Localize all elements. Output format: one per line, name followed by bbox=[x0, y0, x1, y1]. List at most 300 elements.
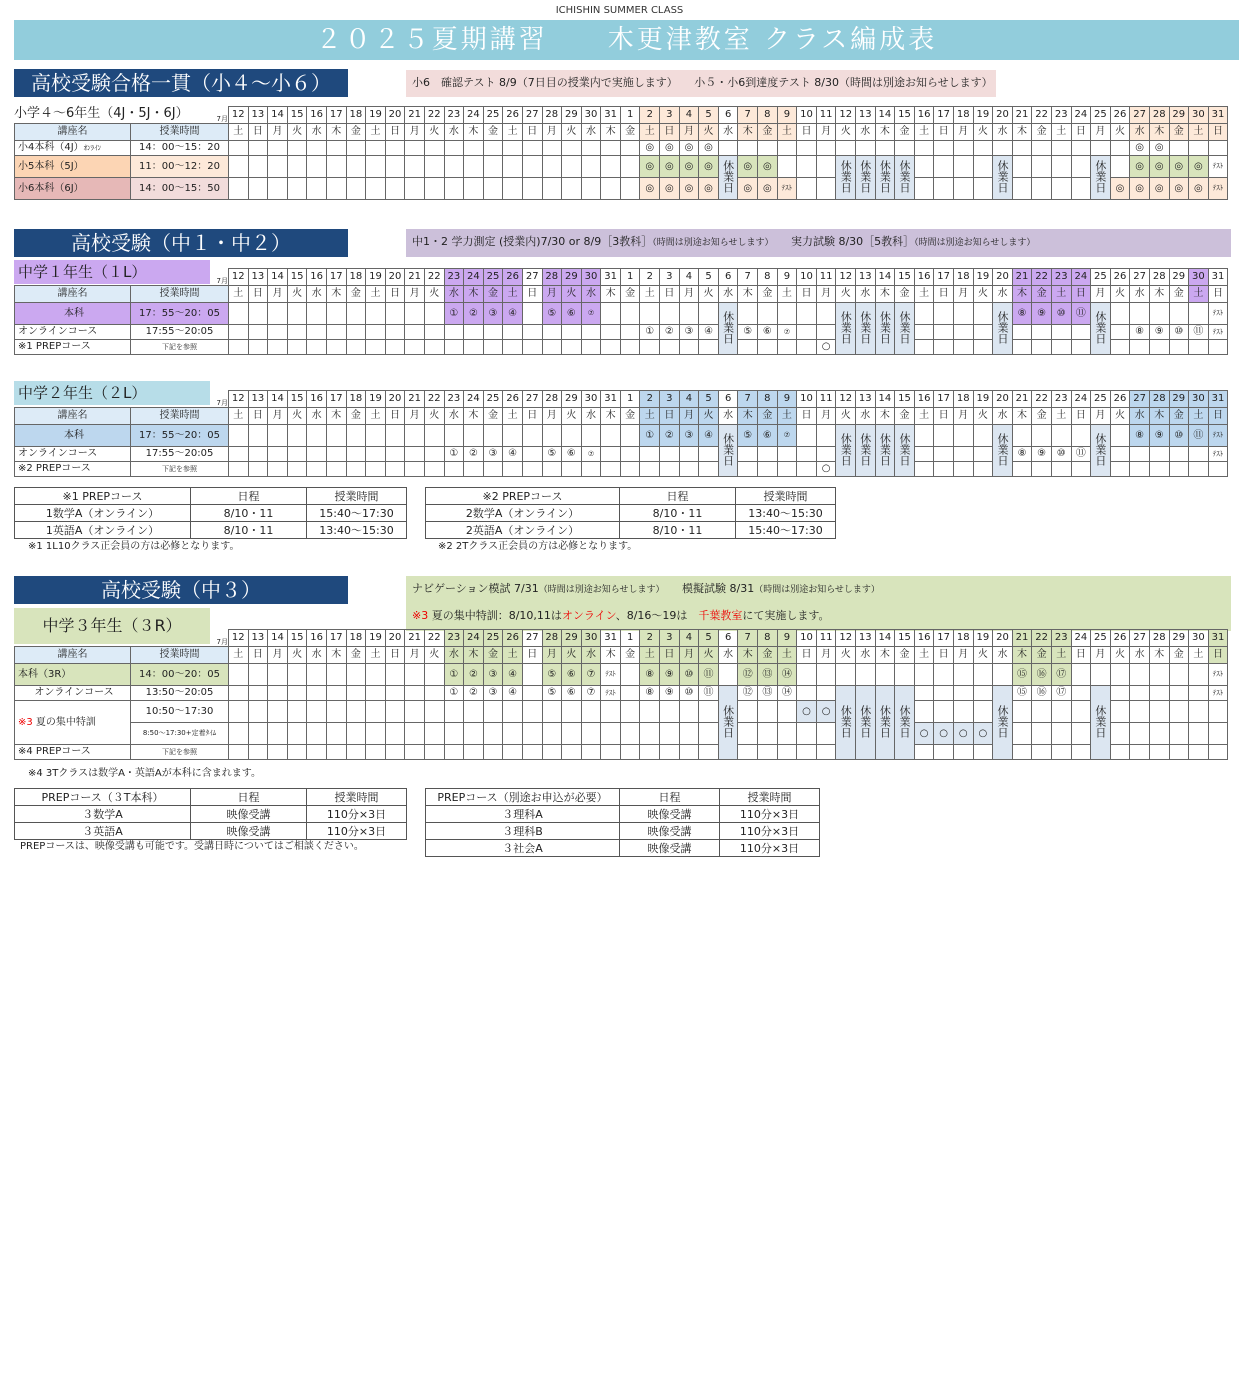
grid-cell bbox=[542, 723, 562, 745]
grid-cell bbox=[620, 686, 640, 701]
grid-cell bbox=[229, 340, 249, 355]
grid-cell bbox=[464, 178, 484, 200]
grid-cell bbox=[581, 156, 601, 178]
holiday-label: 休業日 bbox=[839, 704, 853, 738]
date-cell: 2 bbox=[640, 269, 660, 286]
grid-cell bbox=[797, 340, 817, 355]
schedule-mark: ◎ bbox=[640, 178, 660, 200]
date-cell: 17 bbox=[934, 269, 954, 286]
schedule-mark: ﾃｽﾄ bbox=[1208, 325, 1228, 340]
grid-cell bbox=[522, 156, 542, 178]
date-cell: 4 bbox=[679, 391, 699, 408]
date-cell: 30 bbox=[1189, 391, 1209, 408]
grid-cell bbox=[934, 745, 954, 760]
month-label: 7月 bbox=[216, 277, 228, 285]
grid-cell bbox=[522, 723, 542, 745]
grid-cell bbox=[1208, 141, 1228, 156]
weekday-cell: 水 bbox=[1130, 286, 1150, 303]
weekday-cell: 木 bbox=[464, 124, 484, 141]
holiday-cell bbox=[993, 303, 1013, 355]
grid-cell bbox=[797, 303, 817, 325]
grid-cell bbox=[229, 447, 249, 462]
grid-cell bbox=[248, 303, 268, 325]
date-cell: 25 bbox=[1091, 630, 1111, 647]
grid-cell bbox=[464, 425, 484, 447]
grid-cell bbox=[366, 325, 386, 340]
page-subtitle: 木更津教室 クラス編成表 bbox=[607, 25, 938, 55]
grid-cell bbox=[797, 156, 817, 178]
grid-cell bbox=[326, 156, 346, 178]
prep-table-2 bbox=[425, 487, 836, 539]
grid-cell bbox=[797, 141, 817, 156]
grid-cell bbox=[464, 156, 484, 178]
schedule-mark: ⑯ bbox=[1032, 664, 1052, 686]
date-cell: 13 bbox=[248, 630, 268, 647]
weekday-cell: 日 bbox=[660, 647, 680, 664]
grid-cell bbox=[424, 686, 444, 701]
grid-cell bbox=[973, 686, 993, 701]
jh3-note2-b: 夏の集中特訓：8/10,11は bbox=[428, 609, 562, 622]
grid-cell bbox=[973, 425, 993, 447]
date-cell: 25 bbox=[1091, 269, 1111, 286]
grid-cell bbox=[268, 723, 288, 745]
grid-cell bbox=[1071, 178, 1091, 200]
jh3-subheading: 中学３年生（３R） bbox=[14, 608, 210, 644]
grid-cell bbox=[444, 701, 464, 723]
course-time: 下記を参照 bbox=[131, 745, 229, 760]
grid-cell bbox=[326, 340, 346, 355]
grid-cell bbox=[385, 303, 405, 325]
date-cell: 6 bbox=[718, 269, 738, 286]
grid-cell bbox=[248, 701, 268, 723]
date-cell: 3 bbox=[660, 107, 680, 124]
weekday-cell: 月 bbox=[542, 408, 562, 425]
grid-cell bbox=[464, 745, 484, 760]
weekday-cell: 木 bbox=[1149, 286, 1169, 303]
grid-cell bbox=[679, 745, 699, 760]
weekday-cell: 水 bbox=[307, 124, 327, 141]
grid-cell bbox=[1110, 303, 1130, 325]
grid-cell bbox=[620, 745, 640, 760]
grid-cell bbox=[601, 701, 621, 723]
grid-cell bbox=[366, 156, 386, 178]
holiday-cell bbox=[856, 303, 876, 355]
grid-cell bbox=[1208, 340, 1228, 355]
grid-cell bbox=[816, 141, 836, 156]
grid-cell bbox=[307, 447, 327, 462]
grid-cell bbox=[248, 178, 268, 200]
weekday-cell: 木 bbox=[738, 286, 758, 303]
course-time: 13:50～20:05 bbox=[131, 686, 229, 701]
grid-cell bbox=[287, 303, 307, 325]
schedule-mark: ⑧ bbox=[640, 686, 660, 701]
grid-cell bbox=[366, 425, 386, 447]
weekday-cell: 水 bbox=[856, 286, 876, 303]
weekday-cell: 金 bbox=[895, 286, 915, 303]
date-cell: 28 bbox=[542, 107, 562, 124]
grid-cell bbox=[1110, 447, 1130, 462]
grid-cell bbox=[483, 156, 503, 178]
top-caption: ICHISHIN SUMMER CLASS bbox=[555, 5, 684, 16]
grid-cell bbox=[444, 178, 464, 200]
grid-cell bbox=[699, 447, 719, 462]
grid-cell bbox=[346, 178, 366, 200]
grid-cell bbox=[503, 340, 523, 355]
weekday-cell: 月 bbox=[816, 647, 836, 664]
date-cell: 15 bbox=[287, 630, 307, 647]
weekday-cell: 日 bbox=[660, 408, 680, 425]
weekday-cell: 木 bbox=[326, 124, 346, 141]
grid-cell bbox=[522, 425, 542, 447]
grid-cell bbox=[366, 723, 386, 745]
weekday-cell: 水 bbox=[307, 408, 327, 425]
schedule-mark: ⑪ bbox=[699, 664, 719, 686]
weekday-cell: 月 bbox=[542, 647, 562, 664]
schedule-mark: ⑫ bbox=[738, 664, 758, 686]
grid-cell bbox=[816, 686, 836, 701]
grid-cell bbox=[229, 178, 249, 200]
weekday-cell: 月 bbox=[268, 408, 288, 425]
date-cell: 30 bbox=[581, 269, 601, 286]
schedule-mark: ◎ bbox=[660, 141, 680, 156]
prep-row-2: 15:40～17:30 bbox=[307, 505, 407, 522]
grid-cell bbox=[914, 447, 934, 462]
grid-cell bbox=[444, 325, 464, 340]
prep-row-0: ３理科B bbox=[426, 823, 620, 840]
date-cell: 28 bbox=[542, 630, 562, 647]
grid-cell bbox=[503, 462, 523, 477]
schedule-mark: ◎ bbox=[699, 156, 719, 178]
holiday-cell bbox=[718, 156, 738, 200]
grid-cell bbox=[366, 141, 386, 156]
grid-cell bbox=[620, 178, 640, 200]
grid-cell bbox=[248, 447, 268, 462]
grid-cell bbox=[620, 701, 640, 723]
date-cell: 11 bbox=[816, 391, 836, 408]
weekday-cell: 水 bbox=[307, 647, 327, 664]
grid-cell bbox=[1012, 425, 1032, 447]
date-cell: 20 bbox=[993, 269, 1013, 286]
date-cell: 7 bbox=[738, 107, 758, 124]
grid-cell bbox=[1012, 156, 1032, 178]
grid-cell bbox=[1169, 664, 1189, 686]
grid-cell bbox=[385, 425, 405, 447]
holiday-cell bbox=[1091, 303, 1111, 355]
date-cell: 31 bbox=[601, 630, 621, 647]
grid-cell bbox=[326, 664, 346, 686]
weekday-cell: 火 bbox=[699, 286, 719, 303]
grid-cell bbox=[1110, 340, 1130, 355]
grid-cell bbox=[1071, 141, 1091, 156]
holiday-label: 休業日 bbox=[995, 310, 1009, 344]
grid-cell bbox=[816, 425, 836, 447]
weekday-cell: 木 bbox=[1012, 408, 1032, 425]
date-cell: 22 bbox=[424, 107, 444, 124]
grid-cell bbox=[601, 178, 621, 200]
grid-cell bbox=[1032, 156, 1052, 178]
section-title-jh12: 高校受験（中１・中２） bbox=[14, 229, 348, 257]
date-cell: 9 bbox=[777, 107, 797, 124]
schedule-mark: ⑫ bbox=[738, 686, 758, 701]
prep-row-0: ３英語A bbox=[15, 823, 191, 840]
weekday-cell: 土 bbox=[366, 124, 386, 141]
date-cell: 9 bbox=[777, 391, 797, 408]
weekday-cell: 月 bbox=[816, 408, 836, 425]
prep-row-2: 13:40～15:30 bbox=[307, 522, 407, 539]
grid-cell bbox=[503, 325, 523, 340]
schedule-mark: ◎ bbox=[738, 178, 758, 200]
date-cell: 16 bbox=[307, 391, 327, 408]
weekday-cell: 金 bbox=[346, 408, 366, 425]
grid-cell bbox=[229, 462, 249, 477]
weekday-cell: 金 bbox=[1032, 408, 1052, 425]
grid-cell bbox=[424, 425, 444, 447]
schedule-mark: ⑪ bbox=[1071, 447, 1091, 462]
jh12-note bbox=[406, 229, 1231, 257]
grid-cell bbox=[797, 425, 817, 447]
holiday-label: 休業日 bbox=[878, 704, 892, 738]
grid-cell bbox=[620, 723, 640, 745]
grid-cell bbox=[914, 141, 934, 156]
grid-cell bbox=[326, 723, 346, 745]
date-cell: 1 bbox=[620, 391, 640, 408]
date-cell: 7 bbox=[738, 391, 758, 408]
grid-cell bbox=[385, 664, 405, 686]
date-cell: 19 bbox=[973, 391, 993, 408]
course-header: 講座名 bbox=[15, 647, 131, 664]
prep-header-1: 日程 bbox=[191, 789, 307, 806]
grid-cell bbox=[914, 156, 934, 178]
schedule-mark: ⑤ bbox=[542, 447, 562, 462]
course-time: 下記を参照 bbox=[131, 462, 229, 477]
weekday-cell: 火 bbox=[424, 124, 444, 141]
schedule-mark: ﾃｽﾄ bbox=[1208, 425, 1228, 447]
course-time: 17：55～20：05 bbox=[131, 425, 229, 447]
schedule-mark: ⑭ bbox=[777, 664, 797, 686]
grid-cell bbox=[758, 340, 778, 355]
date-cell: 27 bbox=[522, 391, 542, 408]
weekday-cell: 水 bbox=[307, 286, 327, 303]
grid-cell bbox=[542, 178, 562, 200]
grid-cell bbox=[542, 425, 562, 447]
weekday-cell: 木 bbox=[875, 124, 895, 141]
grid-cell bbox=[914, 745, 934, 760]
date-cell: 18 bbox=[346, 391, 366, 408]
grid-cell bbox=[424, 156, 444, 178]
prep-row-1: 映像受講 bbox=[191, 823, 307, 840]
grid-cell bbox=[1149, 745, 1169, 760]
grid-cell bbox=[1149, 303, 1169, 325]
grid-cell bbox=[1149, 664, 1169, 686]
weekday-cell: 木 bbox=[875, 647, 895, 664]
weekday-cell: 日 bbox=[660, 124, 680, 141]
grid-cell bbox=[287, 745, 307, 760]
jh3-note-c: 模擬試験 8/31 bbox=[682, 582, 755, 595]
weekday-cell: 火 bbox=[424, 408, 444, 425]
grid-cell bbox=[229, 686, 249, 701]
grid-cell bbox=[405, 141, 425, 156]
holiday-label: 休業日 bbox=[721, 704, 735, 738]
weekday-cell: 日 bbox=[522, 124, 542, 141]
grid-cell bbox=[1130, 701, 1150, 723]
grid-cell bbox=[1110, 723, 1130, 745]
date-cell: 27 bbox=[1130, 269, 1150, 286]
date-cell: 24 bbox=[464, 107, 484, 124]
date-cell: 22 bbox=[424, 630, 444, 647]
grid-cell bbox=[816, 723, 836, 745]
grid-cell bbox=[836, 141, 856, 156]
schedule-grid-jh2 bbox=[14, 390, 1228, 477]
date-cell: 31 bbox=[601, 107, 621, 124]
grid-cell bbox=[562, 723, 582, 745]
jh1-subheading: 中学１年生（１L） bbox=[14, 260, 210, 284]
schedule-mark: ○ bbox=[816, 701, 836, 723]
weekday-cell: 水 bbox=[581, 124, 601, 141]
weekday-cell: 月 bbox=[405, 124, 425, 141]
holiday-label: 休業日 bbox=[878, 159, 892, 193]
grid-cell bbox=[287, 425, 307, 447]
weekday-cell: 金 bbox=[346, 647, 366, 664]
weekday-cell: 金 bbox=[1032, 286, 1052, 303]
grid-cell bbox=[797, 664, 817, 686]
schedule-mark: ① bbox=[640, 325, 660, 340]
grid-cell bbox=[973, 340, 993, 355]
schedule-mark: ◎ bbox=[660, 178, 680, 200]
grid-cell bbox=[660, 340, 680, 355]
grid-cell bbox=[268, 686, 288, 701]
grid-cell bbox=[895, 664, 915, 686]
holiday-label: 休業日 bbox=[878, 310, 892, 344]
date-cell: 29 bbox=[562, 391, 582, 408]
weekday-cell: 土 bbox=[503, 124, 523, 141]
jh12-note-a: 中1・2 学力測定 (授業内)7/30 or 8/9［3教科］ bbox=[412, 235, 653, 248]
grid-cell bbox=[248, 664, 268, 686]
grid-cell bbox=[1169, 723, 1189, 745]
weekday-cell: 水 bbox=[444, 286, 464, 303]
grid-cell bbox=[973, 303, 993, 325]
grid-cell bbox=[346, 141, 366, 156]
date-cell: 28 bbox=[542, 269, 562, 286]
grid-cell bbox=[307, 462, 327, 477]
grid-cell bbox=[307, 325, 327, 340]
grid-cell bbox=[562, 325, 582, 340]
weekday-cell: 金 bbox=[1169, 124, 1189, 141]
grid-cell bbox=[522, 745, 542, 760]
grid-cell bbox=[287, 664, 307, 686]
date-cell: 16 bbox=[307, 269, 327, 286]
course-time: 11：00～12：20 bbox=[131, 156, 229, 178]
grid-cell bbox=[405, 723, 425, 745]
course-name-label: 夏の集中特訓 bbox=[32, 716, 96, 728]
weekday-cell: 木 bbox=[464, 647, 484, 664]
jh12-note-b: （時間は別途お知らせします） bbox=[652, 238, 769, 248]
weekday-cell: 日 bbox=[385, 408, 405, 425]
grid-cell bbox=[346, 686, 366, 701]
schedule-mark: ⑤ bbox=[542, 664, 562, 686]
weekday-cell: 水 bbox=[444, 124, 464, 141]
schedule-grid-jh3 bbox=[14, 629, 1228, 760]
holiday-label: 休業日 bbox=[897, 432, 911, 466]
schedule-mark: ﾃｽﾄ bbox=[1208, 664, 1228, 686]
page-title: ２０２５夏期講習 bbox=[315, 25, 548, 55]
grid-cell bbox=[424, 340, 444, 355]
grid-cell bbox=[229, 701, 249, 723]
grid-cell bbox=[993, 664, 1013, 686]
grid-cell bbox=[581, 141, 601, 156]
date-cell: 25 bbox=[1091, 107, 1111, 124]
grid-cell bbox=[1032, 462, 1052, 477]
weekday-cell: 木 bbox=[601, 647, 621, 664]
grid-cell bbox=[562, 178, 582, 200]
date-cell: 10 bbox=[797, 269, 817, 286]
date-cell: 17 bbox=[934, 107, 954, 124]
grid-cell bbox=[1130, 664, 1150, 686]
weekday-cell: 日 bbox=[1071, 286, 1091, 303]
weekday-cell: 土 bbox=[914, 408, 934, 425]
grid-cell bbox=[797, 178, 817, 200]
weekday-cell: 月 bbox=[816, 124, 836, 141]
weekday-cell: 水 bbox=[581, 408, 601, 425]
grid-cell bbox=[366, 745, 386, 760]
grid-cell bbox=[326, 325, 346, 340]
weekday-cell: 水 bbox=[993, 286, 1013, 303]
grid-cell bbox=[601, 462, 621, 477]
weekday-cell: 月 bbox=[679, 124, 699, 141]
grid-cell bbox=[1130, 462, 1150, 477]
weekday-cell: 土 bbox=[229, 286, 249, 303]
schedule-mark: ⑰ bbox=[1051, 686, 1071, 701]
date-cell: 3 bbox=[660, 391, 680, 408]
grid-cell bbox=[953, 686, 973, 701]
date-cell: 20 bbox=[385, 630, 405, 647]
grid-cell bbox=[444, 141, 464, 156]
grid-cell bbox=[581, 723, 601, 745]
grid-cell bbox=[581, 701, 601, 723]
weekday-cell: 金 bbox=[620, 408, 640, 425]
grid-cell bbox=[973, 178, 993, 200]
weekday-cell: 月 bbox=[953, 647, 973, 664]
date-cell: 28 bbox=[1149, 269, 1169, 286]
date-cell: 22 bbox=[1032, 269, 1052, 286]
weekday-cell: 日 bbox=[385, 647, 405, 664]
schedule-mark: ② bbox=[660, 325, 680, 340]
weekday-cell: 木 bbox=[875, 286, 895, 303]
course-name: 小6本科（6J） bbox=[15, 178, 131, 200]
prep-header-0: ※1 PREPコース bbox=[15, 488, 191, 505]
grid-cell bbox=[934, 425, 954, 447]
grid-cell bbox=[405, 156, 425, 178]
date-cell: 17 bbox=[326, 630, 346, 647]
date-cell: 13 bbox=[856, 630, 876, 647]
grid-cell bbox=[1012, 178, 1032, 200]
grid-cell bbox=[1071, 325, 1091, 340]
date-cell: 19 bbox=[973, 630, 993, 647]
date-cell: 13 bbox=[856, 391, 876, 408]
date-cell: 18 bbox=[953, 630, 973, 647]
date-cell: 26 bbox=[503, 630, 523, 647]
date-cell: 14 bbox=[268, 107, 288, 124]
grid-cell bbox=[620, 425, 640, 447]
grid-cell bbox=[660, 723, 680, 745]
grid-cell bbox=[640, 745, 660, 760]
jh12-note-d: （時間は別途お知らせします） bbox=[914, 238, 1036, 248]
weekday-cell: 日 bbox=[522, 286, 542, 303]
weekday-cell: 日 bbox=[248, 647, 268, 664]
grid-cell bbox=[1012, 701, 1032, 723]
weekday-cell: 火 bbox=[973, 408, 993, 425]
grid-cell bbox=[816, 745, 836, 760]
jh3-note bbox=[406, 576, 1231, 631]
